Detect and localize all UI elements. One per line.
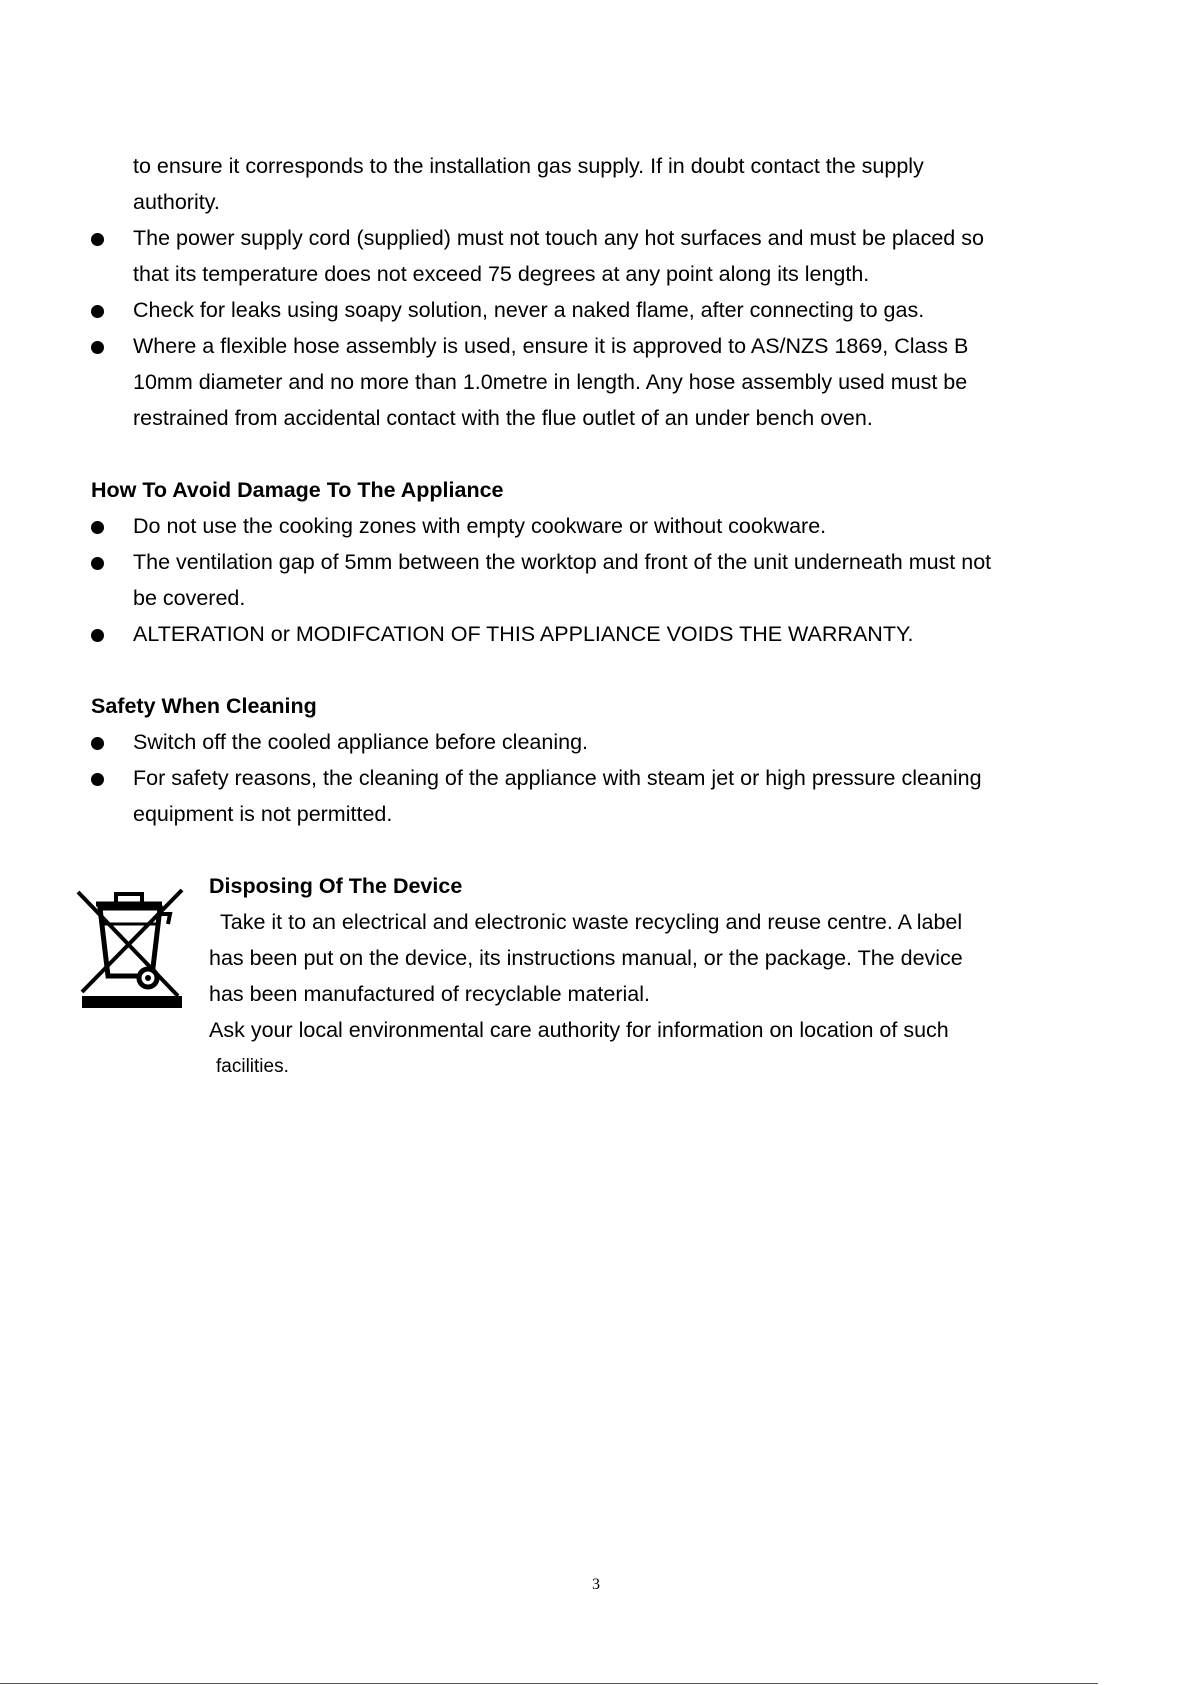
disposing-line-1: Take it to an electrical and electronic waste recycling and reuse centre. A label (220, 910, 963, 934)
bullet-icon (91, 233, 104, 246)
bottom-rule (0, 1683, 1098, 1684)
bullet-icon (91, 557, 104, 570)
intro-line-1: to ensure it corresponds to the installation gas supply. If in doubt contact the supply (133, 154, 924, 178)
section-heading-cleaning: Safety When Cleaning (91, 694, 317, 718)
install-bullet-1-line-2: that its temperature does not exceed 75 degrees at any point along its length. (133, 262, 870, 286)
weee-crossed-bin-icon (74, 884, 184, 1008)
disposing-line-4: Ask your local environmental care authority for information on location of such (209, 1018, 949, 1042)
install-bullet-2-line-1: Check for leaks using soapy solution, never a naked flame, after connecting to gas. (133, 298, 925, 322)
damage-bullet-1-line-1: Do not use the cooking zones with empty cookware or without cookware. (133, 514, 827, 538)
install-bullet-1-line-1: The power supply cord (supplied) must not touch any hot surfaces and must be placed so (133, 226, 984, 250)
bullet-icon (91, 737, 104, 750)
damage-bullet-2-line-2: be covered. (133, 586, 246, 610)
bullet-icon (91, 305, 104, 318)
cleaning-bullet-2-line-2: equipment is not permitted. (133, 802, 393, 826)
install-bullet-3-line-2: 10mm diameter and no more than 1.0metre in length. Any hose assembly used must be (133, 370, 968, 394)
cleaning-bullet-1-line-1: Switch off the cooled appliance before cleaning. (133, 730, 588, 754)
disposing-line-3: has been manufactured of recyclable material. (209, 982, 650, 1006)
intro-line-2: authority. (133, 190, 220, 214)
bullet-icon (91, 521, 104, 534)
install-bullet-3-line-1: Where a flexible hose assembly is used, ensure it is approved to AS/NZS 1869, Class B (133, 334, 969, 358)
disposing-last-line: facilities. (216, 1056, 289, 1077)
page-number: 3 (592, 1576, 600, 1593)
damage-bullet-2-line-1: The ventilation gap of 5mm between the worktop and front of the unit underneath must not (133, 550, 992, 574)
bullet-icon (91, 341, 104, 354)
bullet-icon (91, 773, 104, 786)
section-heading-disposing: Disposing Of The Device (209, 874, 463, 898)
damage-bullet-3-line-1: ALTERATION or MODIFCATION OF THIS APPLIANCE VOIDS THE WARRANTY. (133, 622, 914, 646)
cleaning-bullet-2-line-1: For safety reasons, the cleaning of the appliance with steam jet or high pressure cleaning (133, 766, 982, 790)
disposing-line-2: has been put on the device, its instructions manual, or the package. The device (209, 946, 963, 970)
bullet-icon (91, 629, 104, 642)
install-bullet-3-line-3: restrained from accidental contact with the flue outlet of an under bench oven. (133, 406, 873, 430)
section-heading-damage: How To Avoid Damage To The Appliance (91, 478, 504, 502)
